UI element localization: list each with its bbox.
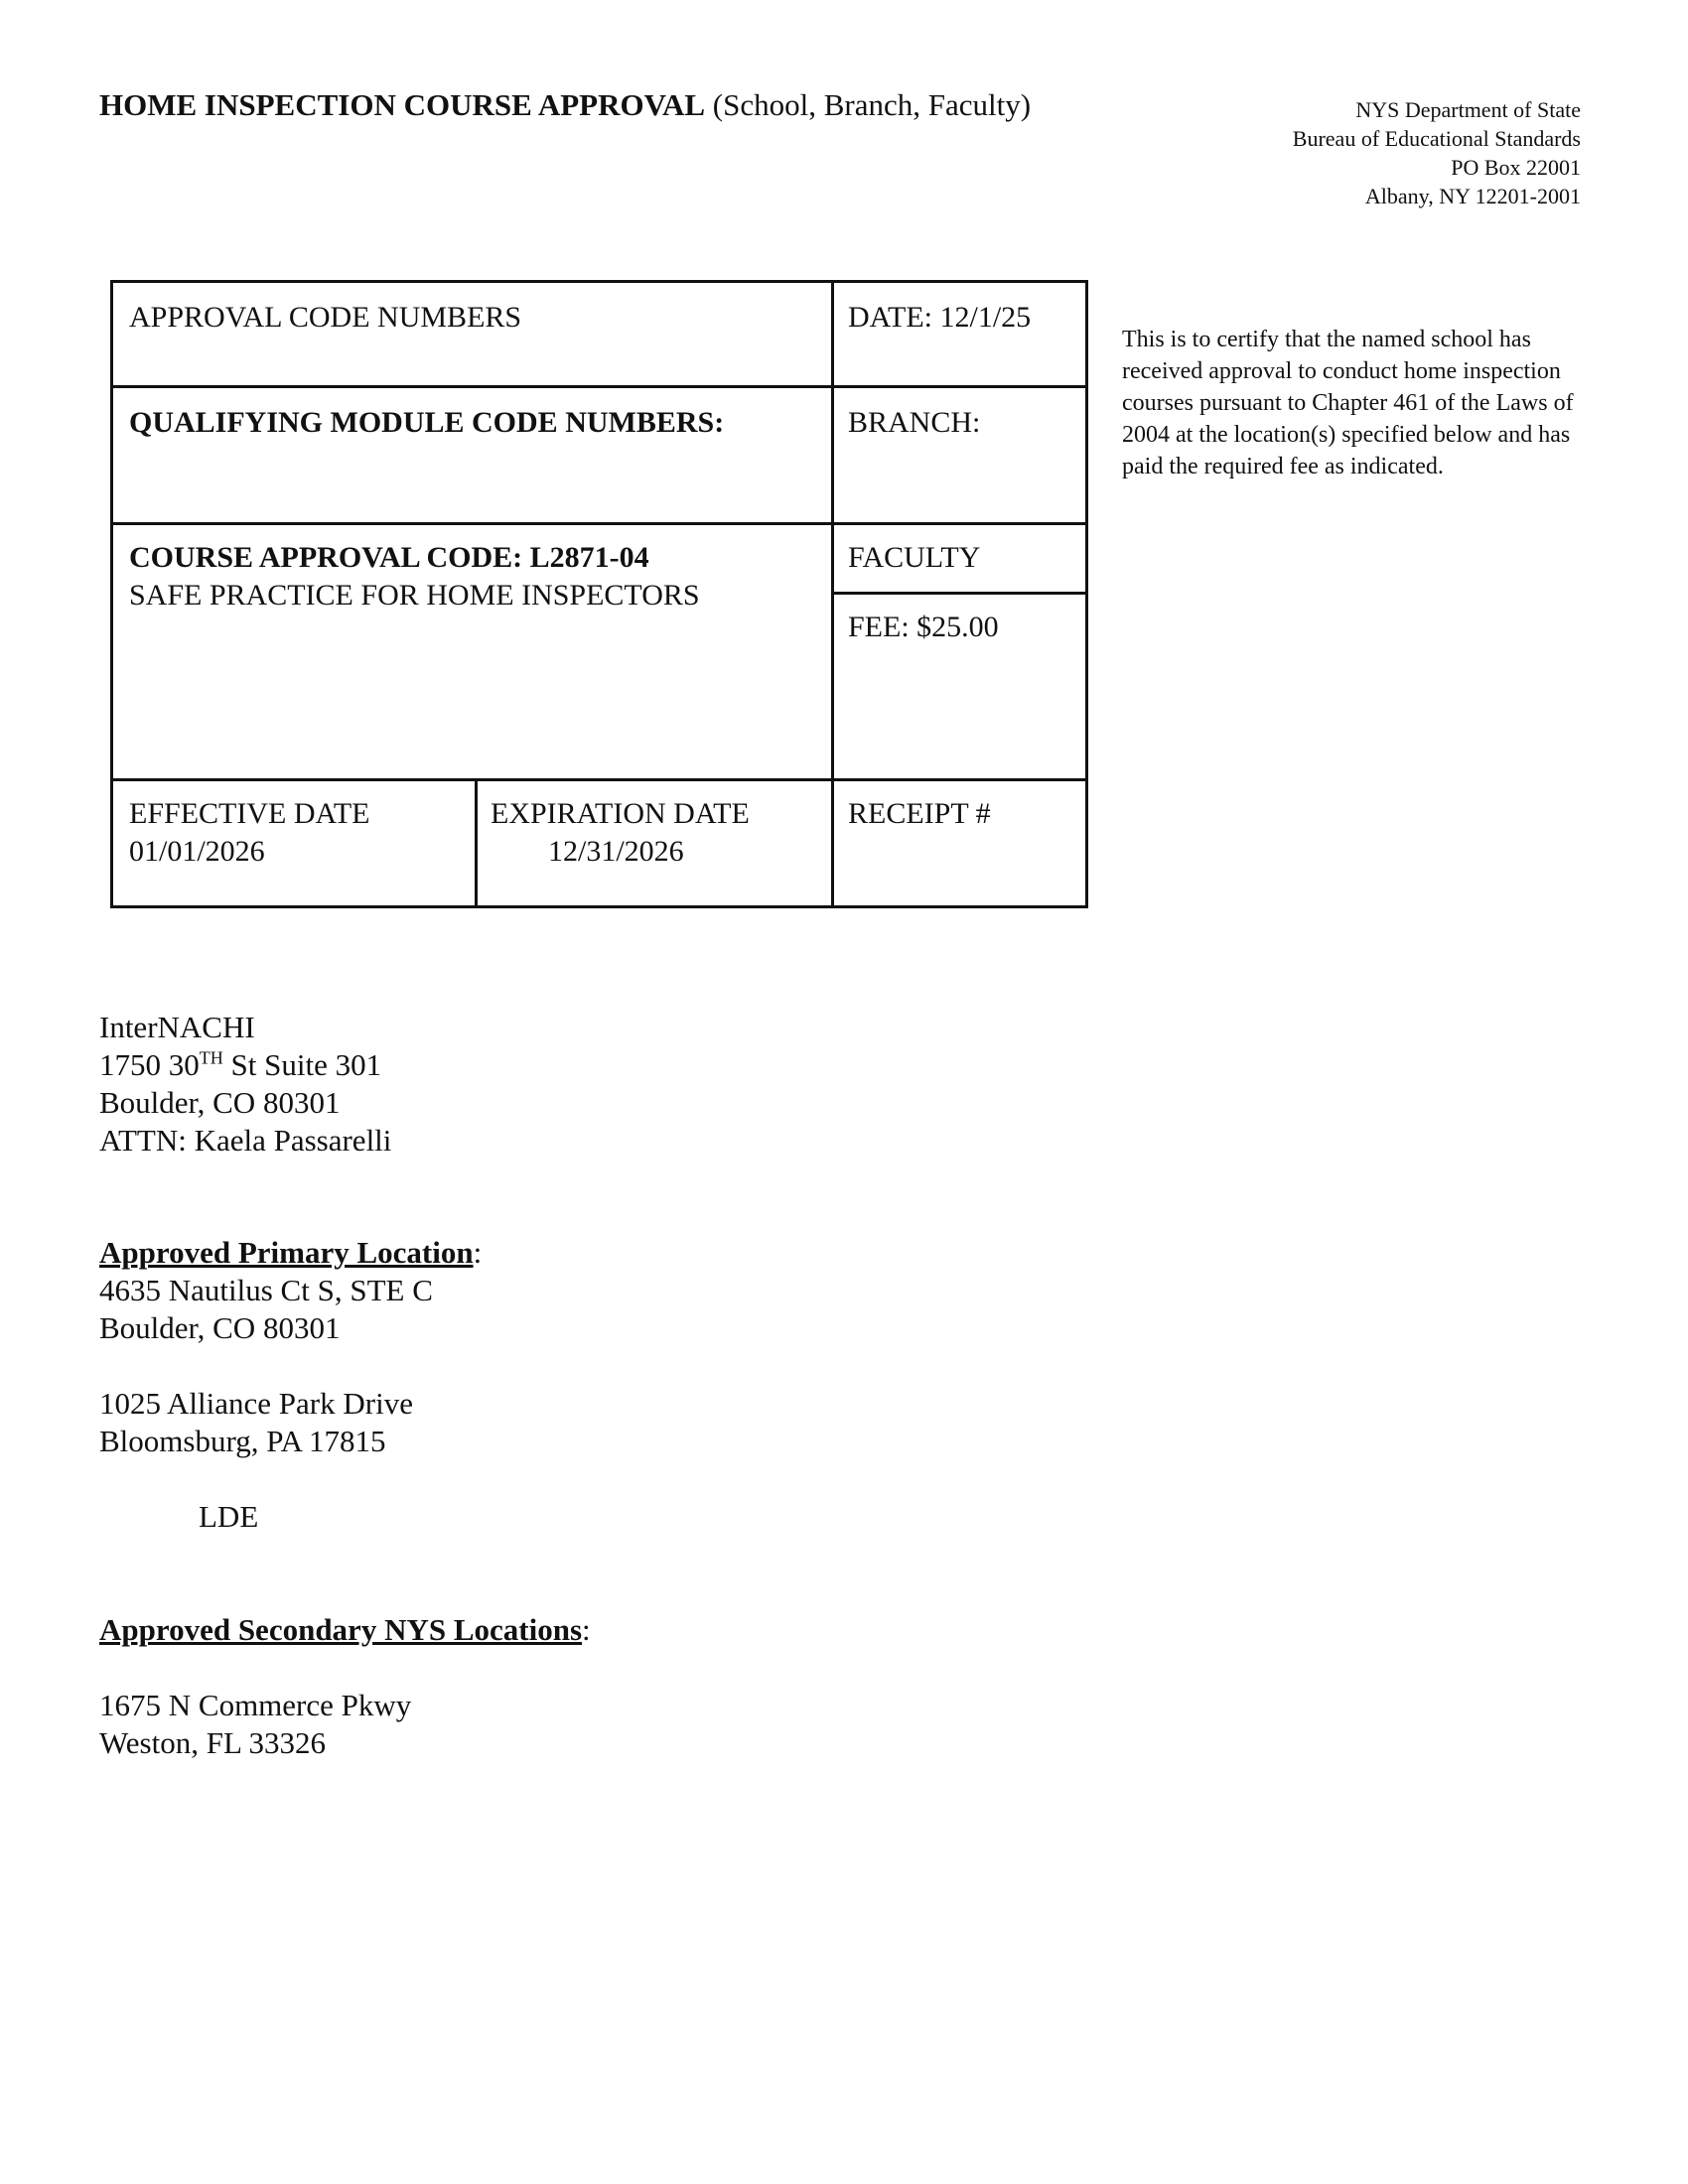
lde-note: LDE — [199, 1499, 259, 1534]
primary-location-2-street: 1025 Alliance Park Drive — [99, 1386, 413, 1421]
primary-location-1-city: Boulder, CO 80301 — [99, 1310, 341, 1345]
expiration-date-label: EXPIRATION DATE — [491, 797, 750, 830]
faculty-field: FACULTY — [848, 541, 981, 574]
receipt-field: RECEIPT # — [848, 797, 991, 830]
secondary-location-1-street: 1675 N Commerce Pkwy — [99, 1688, 412, 1722]
secondary-location-heading: Approved Secondary NYS Locations — [99, 1612, 583, 1647]
primary-location-heading: Approved Primary Location — [99, 1235, 474, 1270]
school-attn: ATTN: Kaela Passarelli — [99, 1123, 392, 1158]
school-street — [99, 1046, 391, 1084]
secondary-location-heading-row — [99, 1611, 591, 1649]
primary-location-heading-row — [99, 1234, 482, 1272]
date-field: DATE: 12/1/25 — [848, 301, 1032, 334]
secondary-location-1 — [99, 1687, 411, 1762]
primary-location-2 — [99, 1385, 413, 1460]
table-rule-1 — [113, 385, 1085, 388]
course-name: SAFE PRACTICE FOR HOME INSPECTORS — [129, 579, 700, 612]
primary-heading-colon: : — [473, 1235, 483, 1270]
school-address — [99, 1009, 391, 1160]
qualifying-module-label: QUALIFYING MODULE CODE NUMBERS: — [129, 406, 725, 439]
school-street-number: 1750 30 — [99, 1047, 200, 1082]
agency-city: Albany, NY 12201-2001 — [1364, 184, 1581, 208]
school-name: InterNACHI — [99, 1010, 255, 1044]
agency-po-box: PO Box 22001 — [1451, 155, 1581, 180]
fee-field: FEE: $25.00 — [848, 611, 999, 643]
approval-table — [110, 280, 1088, 908]
branch-field: BRANCH: — [848, 406, 981, 439]
table-rule-3 — [113, 778, 1085, 781]
certification-text: This is to certify that the named school has received approval to conduct home inspection courses pursuant to Chapter 461 of the Laws of 2004 at the location(s) specified below and has paid the required fee as indicated. — [1122, 327, 1574, 479]
table-column-divider — [831, 283, 834, 905]
agency-address-block — [1293, 95, 1581, 210]
effective-date-label: EFFECTIVE DATE — [129, 797, 370, 830]
approval-code-numbers-label: APPROVAL CODE NUMBERS — [129, 301, 522, 334]
secondary-location-section — [99, 1611, 591, 1649]
title-main: HOME INSPECTION COURSE APPROVAL — [99, 87, 706, 122]
secondary-heading-colon: : — [582, 1612, 591, 1647]
school-city: Boulder, CO 80301 — [99, 1085, 341, 1120]
primary-location-1-street: 4635 Nautilus Ct S, STE C — [99, 1273, 433, 1307]
title-subtitle: (School, Branch, Faculty) — [712, 87, 1032, 122]
primary-location-section — [99, 1234, 482, 1347]
course-approval-code: COURSE APPROVAL CODE: L2871-04 — [129, 541, 649, 574]
table-rule-faculty — [831, 592, 1085, 595]
agency-name: NYS Department of State — [1355, 97, 1581, 122]
document-title — [99, 87, 1031, 123]
primary-location-2-city: Bloomsburg, PA 17815 — [99, 1424, 386, 1458]
table-rule-2 — [113, 522, 1085, 525]
school-street-rest: St Suite 301 — [222, 1047, 382, 1082]
agency-bureau: Bureau of Educational Standards — [1292, 126, 1581, 151]
effective-date-value: 01/01/2026 — [129, 835, 265, 868]
expiration-date-value: 12/31/2026 — [548, 835, 684, 868]
table-date-divider — [475, 778, 478, 905]
street-ordinal-suffix: TH — [199, 1047, 223, 1068]
secondary-location-1-city: Weston, FL 33326 — [99, 1725, 326, 1760]
